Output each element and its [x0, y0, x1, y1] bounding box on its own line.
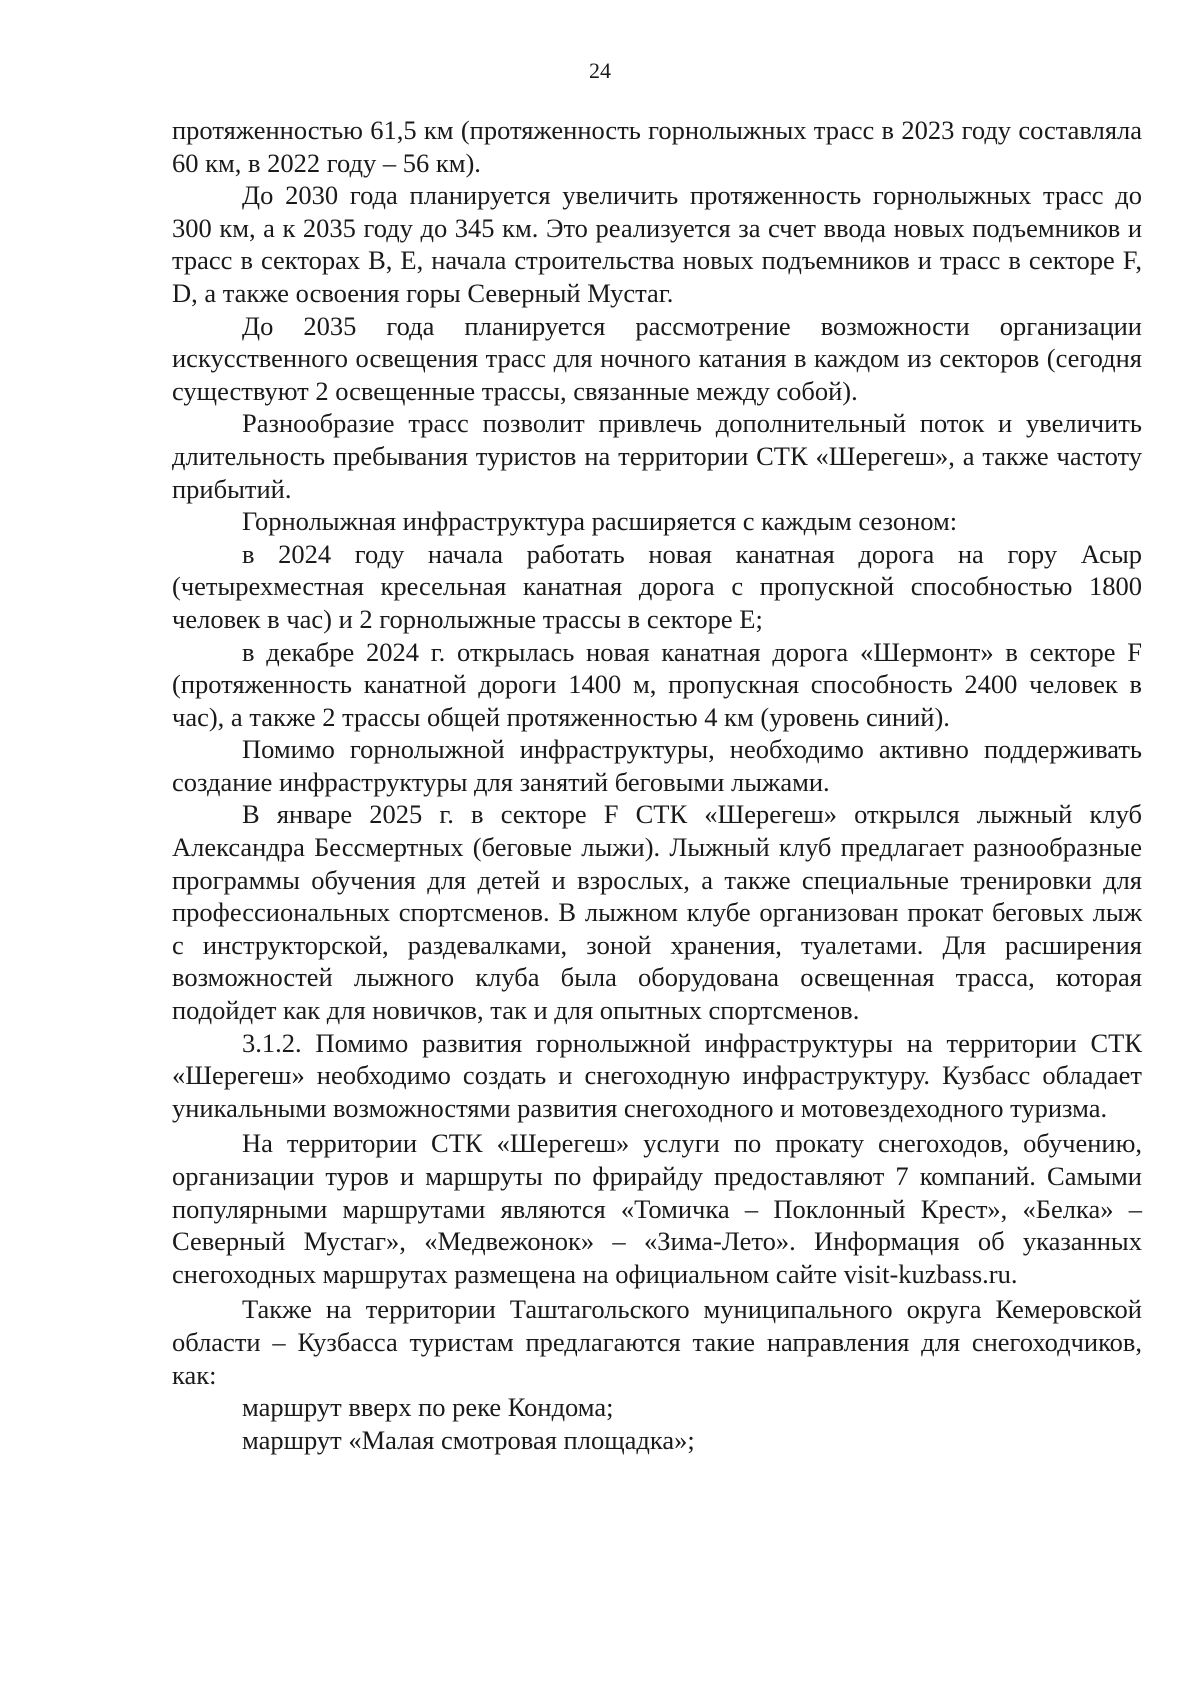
- paragraph: Разнообразие трасс позволит привлечь дополнительный поток и увеличить длительность пребывания туристов на территории СТК «Шерегеш», а также частоту прибытий.: [172, 408, 1142, 504]
- list-item: маршрут вверх по реке Кондома;: [242, 1392, 614, 1423]
- list-item: маршрут «Малая смотровая площадка»;: [242, 1424, 695, 1455]
- document-body: [172, 114, 1142, 1456]
- paragraph: До 2035 года планируется рассмотрение возможности организации искусственного освещения трасс для ночного катания в каждом из секторов (сегодня существуют 2 освещенные трассы, связанные между собой).: [172, 310, 1142, 406]
- list-item: в декабре 2024 г. открылась новая канатная дорога «Шермонт» в секторе F (протяженность канатной дороги 1400 м, пропускная способность 2400 человек в час), а также 2 трассы общей протяженностью 4 км (уровень синий).: [172, 636, 1142, 732]
- paragraph: В январе 2025 г. в секторе F СТК «Шерегеш» открылся лыжный клуб Александра Бессмертных (беговые лыжи). Лыжный клуб предлагает разнообразные программы обучения для детей и взрослых, а также специальные тренировки для профессиональных спортсменов. В лыжном клубе организован прокат беговых лыж с инструкторской, раздевалками, зоной хранения, туалетами. Для расширения возможностей лыжного клуба была оборудована освещенная трасса, которая подойдет как для новичков, так и для опытных спортсменов.: [172, 799, 1142, 1026]
- list-item: в 2024 году начала работать новая канатная дорога на гору Асыр (четырехместная кресельная канатная дорога с пропускной способностью 1800 человек в час) и 2 горнолыжные трассы в секторе Е;: [172, 538, 1142, 634]
- paragraph: До 2030 года планируется увеличить протяженность горнолыжных трасс до 300 км, а к 2035 году до 345 км. Это реализуется за счет ввода новых подъемников и трасс в секторах В, Е, начала строительства новых подъемников и трасс в секторе F, D, а также освоения горы Северный Мустаг.: [172, 180, 1142, 308]
- paragraph: Также на территории Таштагольского муниципального округа Кемеровской области – Кузбасса туристам предлагаются такие направления для снегоходчиков, как:: [172, 1294, 1142, 1390]
- section-paragraph: 3.1.2. Помимо развития горнолыжной инфраструктуры на территории СТК «Шерегеш» необходимо создать и снегоходную инфраструктуру. Кузбасс обладает уникальными возможностями развития снегоходного и мотовездеходного туризма.: [172, 1027, 1142, 1123]
- paragraph: протяженностью 61,5 км (протяженность горнолыжных трасс в 2023 году составляла 60 км, в 2022 году – 56 км).: [172, 115, 1142, 178]
- paragraph: Горнолыжная инфраструктура расширяется с каждым сезоном:: [242, 506, 958, 537]
- paragraph: Помимо горнолыжной инфраструктуры, необходимо активно поддерживать создание инфраструктуры для занятий беговыми лыжами.: [172, 734, 1142, 797]
- paragraph: На территории СТК «Шерегеш» услуги по прокату снегоходов, обучению, организации туров и маршруты по фрирайду предоставляют 7 компаний. Самыми популярными маршрутами являются «Томичка – Поклонный Крест», «Белка» – Северный Мустаг», «Медвежонок» – «Зима-Лето». Информация об указанных снегоходных маршрутах размещена на официальном сайте visit-kuzbass.ru.: [172, 1128, 1142, 1289]
- page-number: 24: [589, 58, 611, 83]
